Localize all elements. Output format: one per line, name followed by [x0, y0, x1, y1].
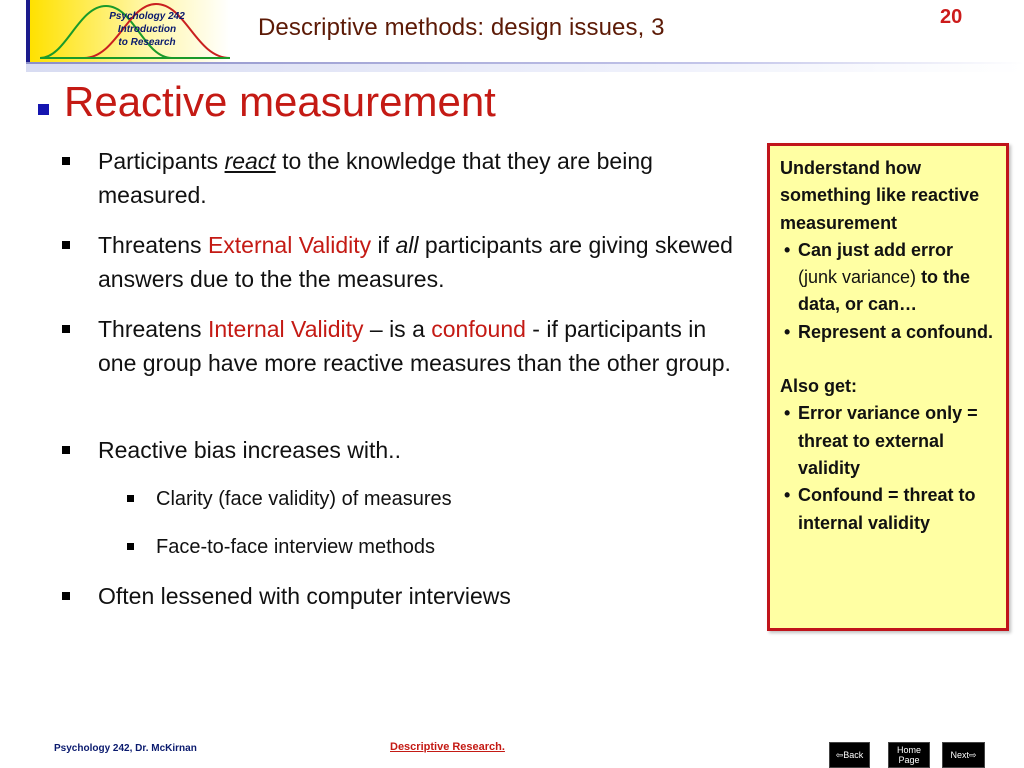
note-item-1-a: Can just add error [798, 239, 954, 260]
note-item-2-text: Represent a confound. [798, 321, 994, 342]
bullet-4: Reactive bias increases with.. [98, 437, 401, 463]
logo-text-line-2: Introduction [117, 24, 177, 35]
slide-header-title: Descriptive methods: design issues, 3 [258, 14, 665, 41]
note-item-4 [780, 482, 996, 537]
next-button[interactable]: Next⇨ [942, 742, 985, 768]
bullet-3-text-a: Threatens [98, 316, 208, 342]
bullet-square-icon [62, 241, 70, 249]
note-item-1-b: to the data, or can… [798, 267, 971, 315]
bullet-2-text-b: if [371, 232, 396, 258]
bullet-1-text-a: Participants [98, 148, 225, 174]
footer-course: Psychology 242, Dr. McKirnan [54, 743, 197, 754]
home-button-label-1: Home [896, 745, 921, 755]
note-also: Also get: [780, 376, 858, 397]
bullet-3 [98, 312, 738, 380]
note-item-3-text: Error variance only = threat to external validity [798, 403, 978, 478]
side-note-box [767, 143, 1009, 631]
slide-heading: Reactive measurement [64, 78, 496, 125]
slide-number: 20 [940, 6, 963, 28]
note-item-1-light: (junk variance) [798, 267, 917, 288]
note-bullet-icon: • [784, 403, 791, 424]
bullet-2-text-c: participants are giving skewed answers due to the the measures. [98, 232, 733, 292]
bullet-square-icon [62, 592, 70, 600]
bullet-square-icon [62, 157, 70, 165]
note-spacer [780, 346, 996, 373]
home-page-button[interactable] [888, 742, 930, 768]
footer-section-link[interactable]: Descriptive Research. [390, 741, 505, 753]
note-bullet-icon: • [784, 485, 791, 506]
note-intro: Understand how something like reactive measurement [780, 158, 980, 233]
logo-text-line-3: to Research [118, 37, 176, 48]
bullet-square-icon [62, 446, 70, 454]
sub-bullet-2: Face-to-face interview methods [156, 536, 436, 558]
bullet-2-emphasis: all [395, 232, 419, 258]
bullet-3-text-b: – is a [363, 316, 432, 342]
bullet-3-text-c: - if participants in one group have more reactive measures than the other group. [98, 316, 731, 376]
note-item-3 [780, 400, 996, 482]
bullet-2-text-a: Threatens [98, 232, 208, 258]
bullet-2 [98, 228, 738, 296]
bullet-3-confound: confound [431, 316, 526, 342]
bullet-5: Often lessened with computer interviews [98, 583, 511, 609]
note-bullet-icon: • [784, 239, 791, 260]
note-item-2 [780, 319, 996, 346]
sub-bullet-1: Clarity (face validity) of measures [156, 488, 452, 510]
note-item-1 [780, 237, 996, 319]
home-button-label-2: Page [898, 755, 920, 765]
bullet-1-emphasis: react [224, 148, 276, 174]
bullet-1 [98, 144, 738, 212]
back-button[interactable]: ⇦Back [829, 742, 870, 768]
bullet-3-term: Internal Validity [207, 316, 364, 342]
course-logo [26, 0, 240, 66]
sub-bullet-square-icon [127, 543, 134, 550]
bullet-1-text-b: to the knowledge that they are being measured. [98, 148, 653, 208]
bullet-square-icon [62, 325, 70, 333]
logo-text-line-1: Psychology 242 [109, 11, 185, 22]
header-rule [26, 62, 1024, 64]
note-bullet-icon: • [784, 321, 791, 342]
bullet-2-term: External Validity [207, 232, 372, 258]
heading-bullet-icon [38, 104, 49, 115]
note-item-4-text: Confound = threat to internal validity [798, 485, 976, 533]
sub-bullet-square-icon [127, 495, 134, 502]
